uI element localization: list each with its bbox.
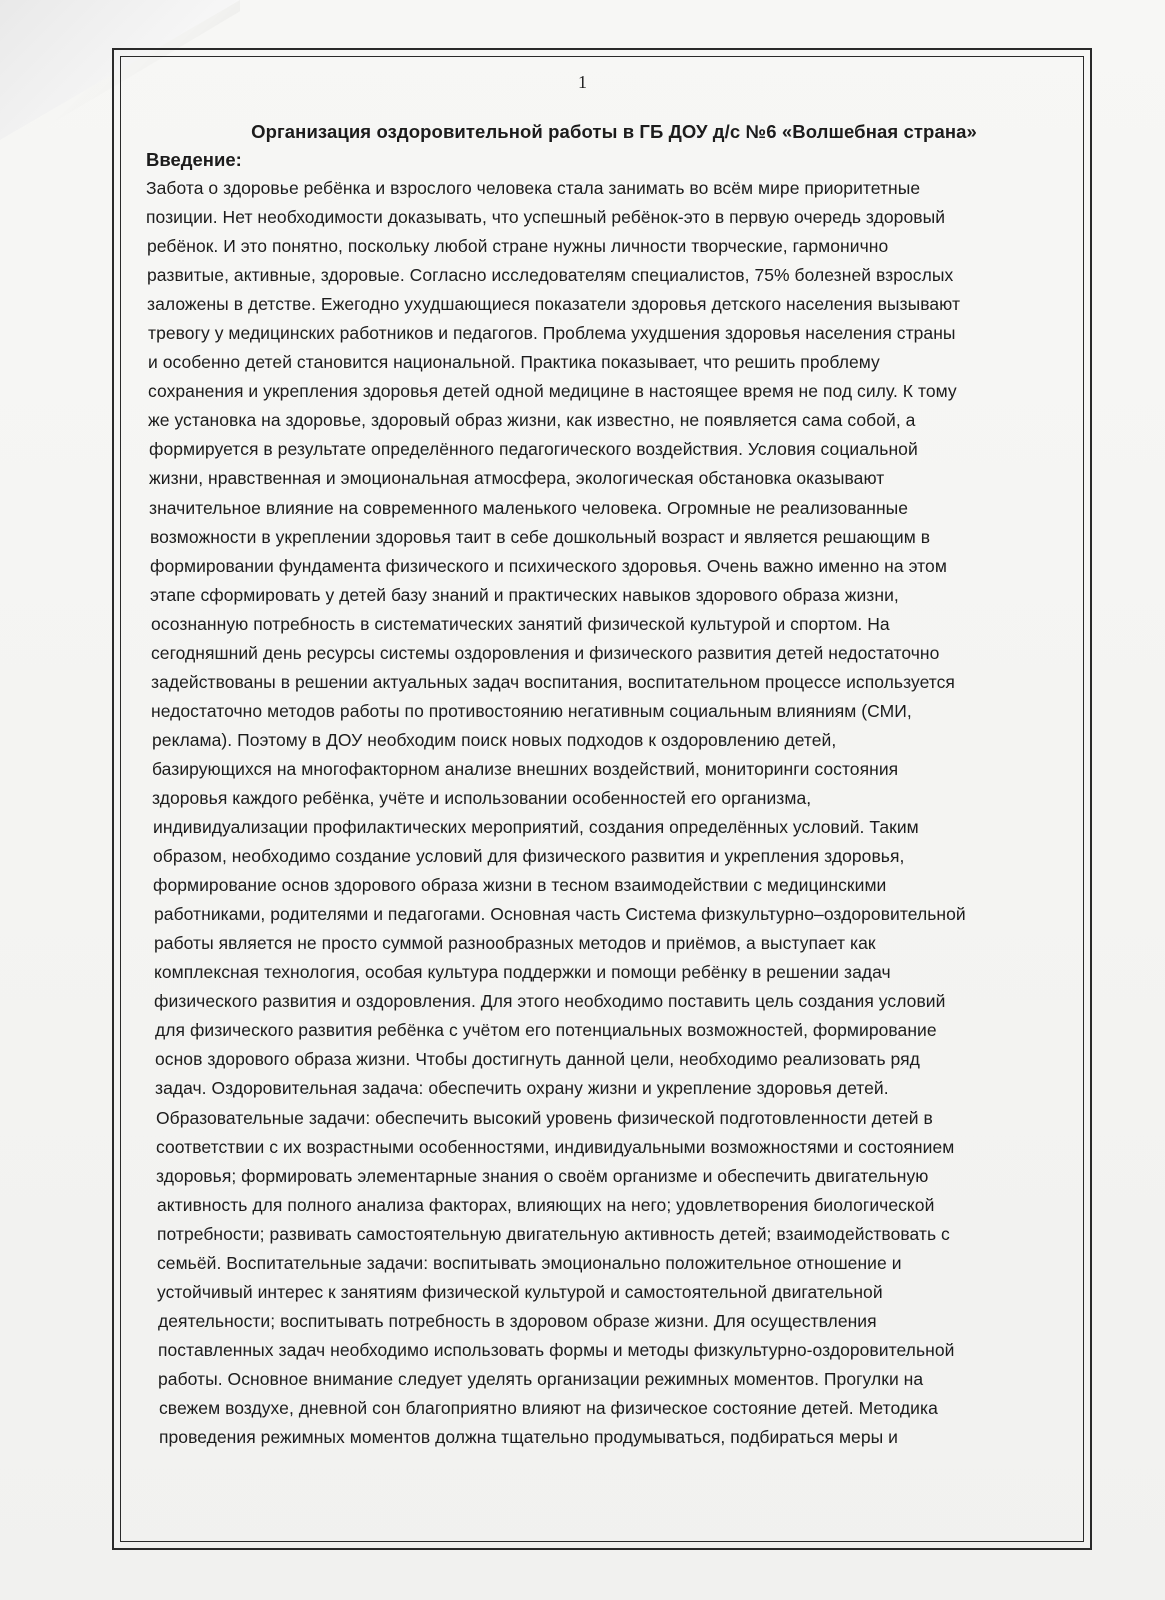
body-line: индивидуализации профилактических мероприятий, создания определённых условий. Таким: [153, 817, 919, 838]
body-line: устойчивый интерес к занятиям физической культурой и самостоятельной двигательной: [157, 1281, 883, 1302]
body-line: соответствии с их возрастными особенностями, индивидуальными возможностями и состоянием: [156, 1136, 955, 1157]
body-line: жизни, нравственная и эмоциональная атмосфера, экологическая обстановка оказывают: [149, 468, 885, 489]
body-line: задействованы в решении актуальных задач воспитания, воспитательном процессе используется: [151, 671, 955, 692]
body-line: недостаточно методов работы по противостоянию негативным социальным влияниям (СМИ,: [151, 700, 912, 721]
body-line: сегодняшний день ресурсы системы оздоровления и физического развития детей недостаточно: [151, 642, 940, 663]
body-line: возможности в укреплении здоровья таит в себе дошкольный возраст и является решающим в: [150, 526, 931, 547]
document-title: Организация оздоровительной работы в ГБ ДОУ д/с №6 «Волшебная страна»: [251, 121, 977, 142]
body-line: этапе сформировать у детей базу знаний и практических навыков здорового образа жизни,: [150, 584, 899, 605]
body-line: формирование основ здорового образа жизни в тесном взаимодействии с медицинскими: [153, 875, 887, 896]
body-line: физического развития и оздоровления. Для этого необходимо поставить цель создания условий: [154, 991, 946, 1012]
body-line: потребности; развивать самостоятельную двигательную активность детей; взаимодействовать с: [157, 1223, 950, 1244]
body-line: позиции. Нет необходимости доказывать, что успешный ребёнок-это в первую очередь здоровый: [146, 207, 946, 228]
body-line: Образовательные задачи: обеспечить высокий уровень физической подготовленности детей в: [156, 1107, 933, 1128]
body-line: Забота о здоровье ребёнка и взрослого человека стала занимать во всём мире приоритетные: [146, 178, 921, 198]
body-line: осознанную потребность в систематических занятий физической культурой и спортом. На: [151, 613, 890, 634]
body-line: здоровья; формировать элементарные знания о своём организме и обеспечить двигательную: [156, 1165, 929, 1186]
body-line: же установка на здоровье, здоровый образ жизни, как известно, не появляется сама собой, а: [148, 410, 916, 431]
body-line: ребёнок. И это понятно, поскольку любой стране нужны личности творческие, гармонично: [147, 236, 889, 257]
body-line: свежем воздухе, дневной сон благоприятно влияют на физическое состояние детей. Методика: [159, 1397, 938, 1418]
section-heading-introduction: Введение:: [146, 149, 242, 170]
page-number: 1: [578, 72, 587, 92]
body-line: сохранения и укрепления здоровья детей одной медицине в настоящее время не под силу. К тому: [148, 381, 957, 402]
body-line: образом, необходимо создание условий для физического развития и укрепления здоровья,: [153, 846, 905, 867]
document-body: [146, 118, 1036, 1452]
body-line: работы. Основное внимание следует уделять организации режимных моментов. Прогулки на: [158, 1368, 924, 1389]
body-line: основ здорового образа жизни. Чтобы достигнуть данной цели, необходимо реализовать ряд: [155, 1049, 920, 1070]
body-line: и особенно детей становится национальной. Практика показывает, что решить проблему: [148, 352, 880, 373]
body-line: базирующихся на многофакторном анализе внешних воздействий, мониторинги состояния: [152, 758, 899, 779]
body-line: развитые, активные, здоровые. Согласно исследователям специалистов, 75% болезней взрослых: [147, 265, 954, 286]
body-line: заложены в детстве. Ежегодно ухудшающиеся показатели здоровья детского населения вызывают: [147, 294, 961, 315]
body-line: активность для полного анализа факторах, влияющих на него; удовлетворения биологической: [157, 1194, 935, 1215]
body-line: работы является не просто суммой разнообразных методов и приёмов, а выступает как: [154, 933, 876, 954]
body-line: задач. Оздоровительная задача: обеспечить охрану жизни и укрепление здоровья детей.: [155, 1078, 889, 1099]
body-line: проведения режимных моментов должна тщательно продумываться, подбираться меры и: [159, 1427, 898, 1448]
body-line: тревогу у медицинских работников и педагогов. Проблема ухудшения здоровья населения страны: [148, 323, 956, 344]
body-line: для физического развития ребёнка с учётом его потенциальных возможностей, формирование: [155, 1020, 937, 1041]
body-line: формируется в результате определённого педагогического воздействия. Условия социальной: [149, 439, 918, 460]
body-line: деятельности; воспитывать потребность в здоровом образе жизни. Для осуществления: [158, 1310, 877, 1331]
body-line: семьёй. Воспитательные задачи: воспитывать эмоционально положительное отношение и: [157, 1252, 902, 1273]
body-line: здоровья каждого ребёнка, учёте и использовании особенностей его организма,: [152, 787, 812, 808]
body-line: работниками, родителями и педагогами. Основная часть Система физкультурно–оздоровительной: [154, 904, 966, 925]
body-paragraph: [146, 174, 1036, 1452]
body-line: поставленных задач необходимо использовать формы и методы физкультурно-оздоровительной: [158, 1339, 955, 1360]
body-line: значительное влияние на современного маленького человека. Огромные не реализованные: [149, 497, 909, 518]
body-line: формировании фундамента физического и психического здоровья. Очень важно именно на этом: [150, 555, 947, 576]
body-line: реклама). Поэтому в ДОУ необходим поиск новых подходов к оздоровлению детей,: [152, 729, 837, 750]
body-line: комплексная технология, особая культура поддержки и помощи ребёнку в решении задач: [154, 962, 891, 983]
